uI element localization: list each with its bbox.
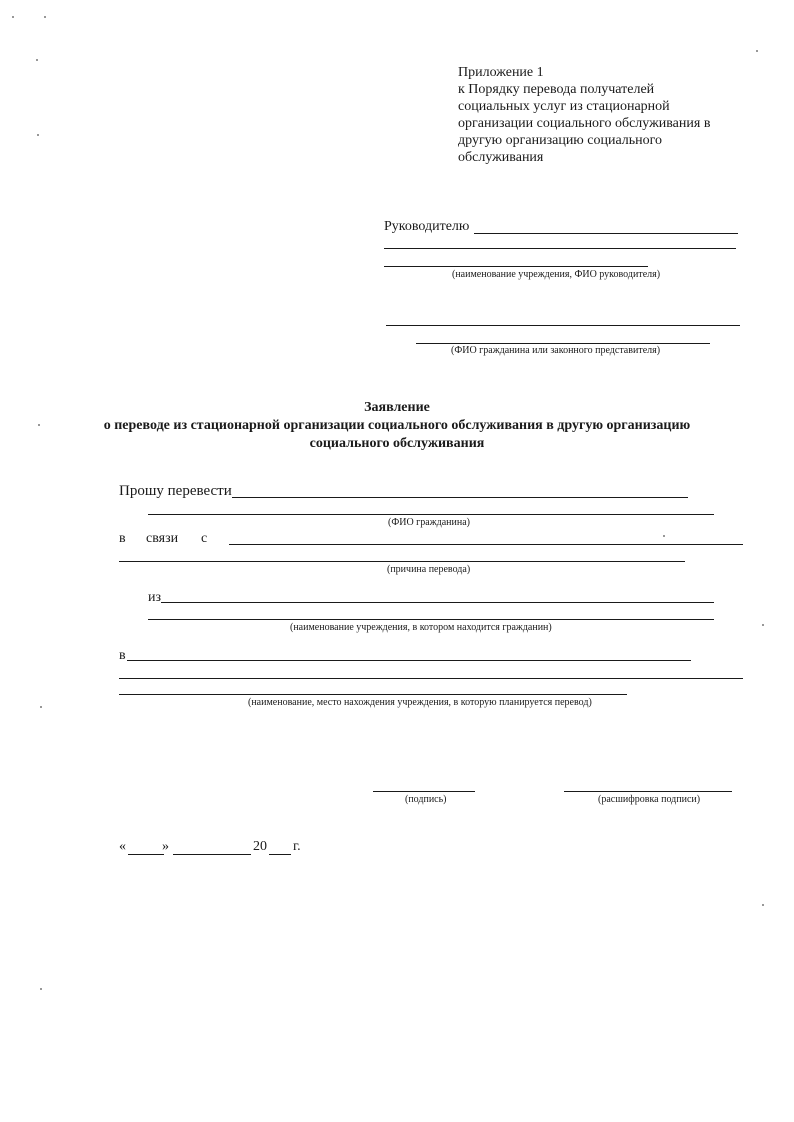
reason-field-2[interactable] — [119, 561, 685, 562]
signature-decode-field[interactable] — [564, 791, 732, 792]
to-caption: (наименование, место нахождения учреждения, в которую планируется перевод) — [248, 697, 592, 708]
signature-decode-caption: (расшифровка подписи) — [598, 794, 701, 805]
date-day-field[interactable] — [128, 854, 164, 855]
appendix-line: к Порядку перевода получателей — [458, 82, 655, 97]
from-field[interactable] — [161, 602, 714, 603]
scan-speck — [762, 624, 764, 626]
date-open-quote: « — [119, 839, 126, 854]
reason-label-connection: связи — [146, 531, 179, 546]
addressee-field-2[interactable] — [384, 248, 736, 249]
document-subtitle-line-2: социального обслуживания — [309, 436, 485, 451]
signature-caption: (подпись) — [405, 794, 447, 805]
scan-speck — [663, 535, 665, 537]
reason-label-with: с — [201, 531, 208, 546]
applicant-field-2[interactable] — [416, 343, 710, 344]
date-year-suffix: г. — [293, 839, 301, 854]
scan-speck — [12, 16, 14, 18]
from-caption: (наименование учреждения, в котором находится гражданин) — [290, 622, 552, 633]
to-field-2[interactable] — [119, 678, 743, 679]
document-title: Заявление — [364, 400, 430, 415]
from-field-2[interactable] — [148, 619, 714, 620]
date-row — [119, 839, 301, 855]
scan-speck — [40, 706, 42, 708]
appendix-line: Приложение 1 — [458, 65, 544, 80]
scan-speck — [37, 134, 39, 136]
to-field-3[interactable] — [119, 694, 627, 695]
appendix-block — [458, 64, 758, 166]
appendix-line: организации социального обслуживания в — [458, 116, 711, 131]
date-month-field[interactable] — [173, 854, 251, 855]
appendix-line: другую организацию социального — [458, 133, 663, 148]
request-field-2[interactable] — [148, 514, 714, 515]
appendix-line: социальных услуг из стационарной — [458, 99, 670, 114]
document-subtitle-line-1: о переводе из стационарной организации социального обслуживания в другую организацию — [103, 418, 691, 433]
request-field[interactable] — [232, 497, 688, 498]
request-label: Прошу перевести — [119, 483, 232, 499]
to-label: в — [119, 648, 126, 663]
date-close-quote: » — [162, 839, 169, 854]
scan-speck — [40, 988, 42, 990]
addressee-field-3[interactable] — [384, 266, 648, 267]
applicant-field-1[interactable] — [386, 325, 740, 326]
date-year-field[interactable] — [269, 854, 291, 855]
applicant-caption: (ФИО гражданина или законного представителя) — [451, 345, 661, 356]
reason-label-in: в — [119, 531, 126, 546]
scan-speck — [756, 50, 758, 52]
reason-caption: (причина перевода) — [387, 564, 471, 575]
addressee-field-1[interactable] — [474, 233, 738, 234]
scan-speck — [762, 904, 764, 906]
date-year-prefix: 20 — [253, 839, 267, 854]
addressee-label: Руководителю — [384, 219, 470, 234]
from-label: из — [148, 590, 162, 605]
reason-field[interactable] — [229, 544, 743, 545]
appendix-line: обслуживания — [458, 150, 544, 165]
scan-speck — [36, 59, 38, 61]
to-field[interactable] — [127, 660, 691, 661]
scan-speck — [38, 424, 40, 426]
scan-speck — [44, 16, 46, 18]
signature-field[interactable] — [373, 791, 475, 792]
fio-caption: (ФИО гражданина) — [388, 517, 470, 528]
addressee-caption: (наименование учреждения, ФИО руководителя) — [452, 269, 661, 280]
